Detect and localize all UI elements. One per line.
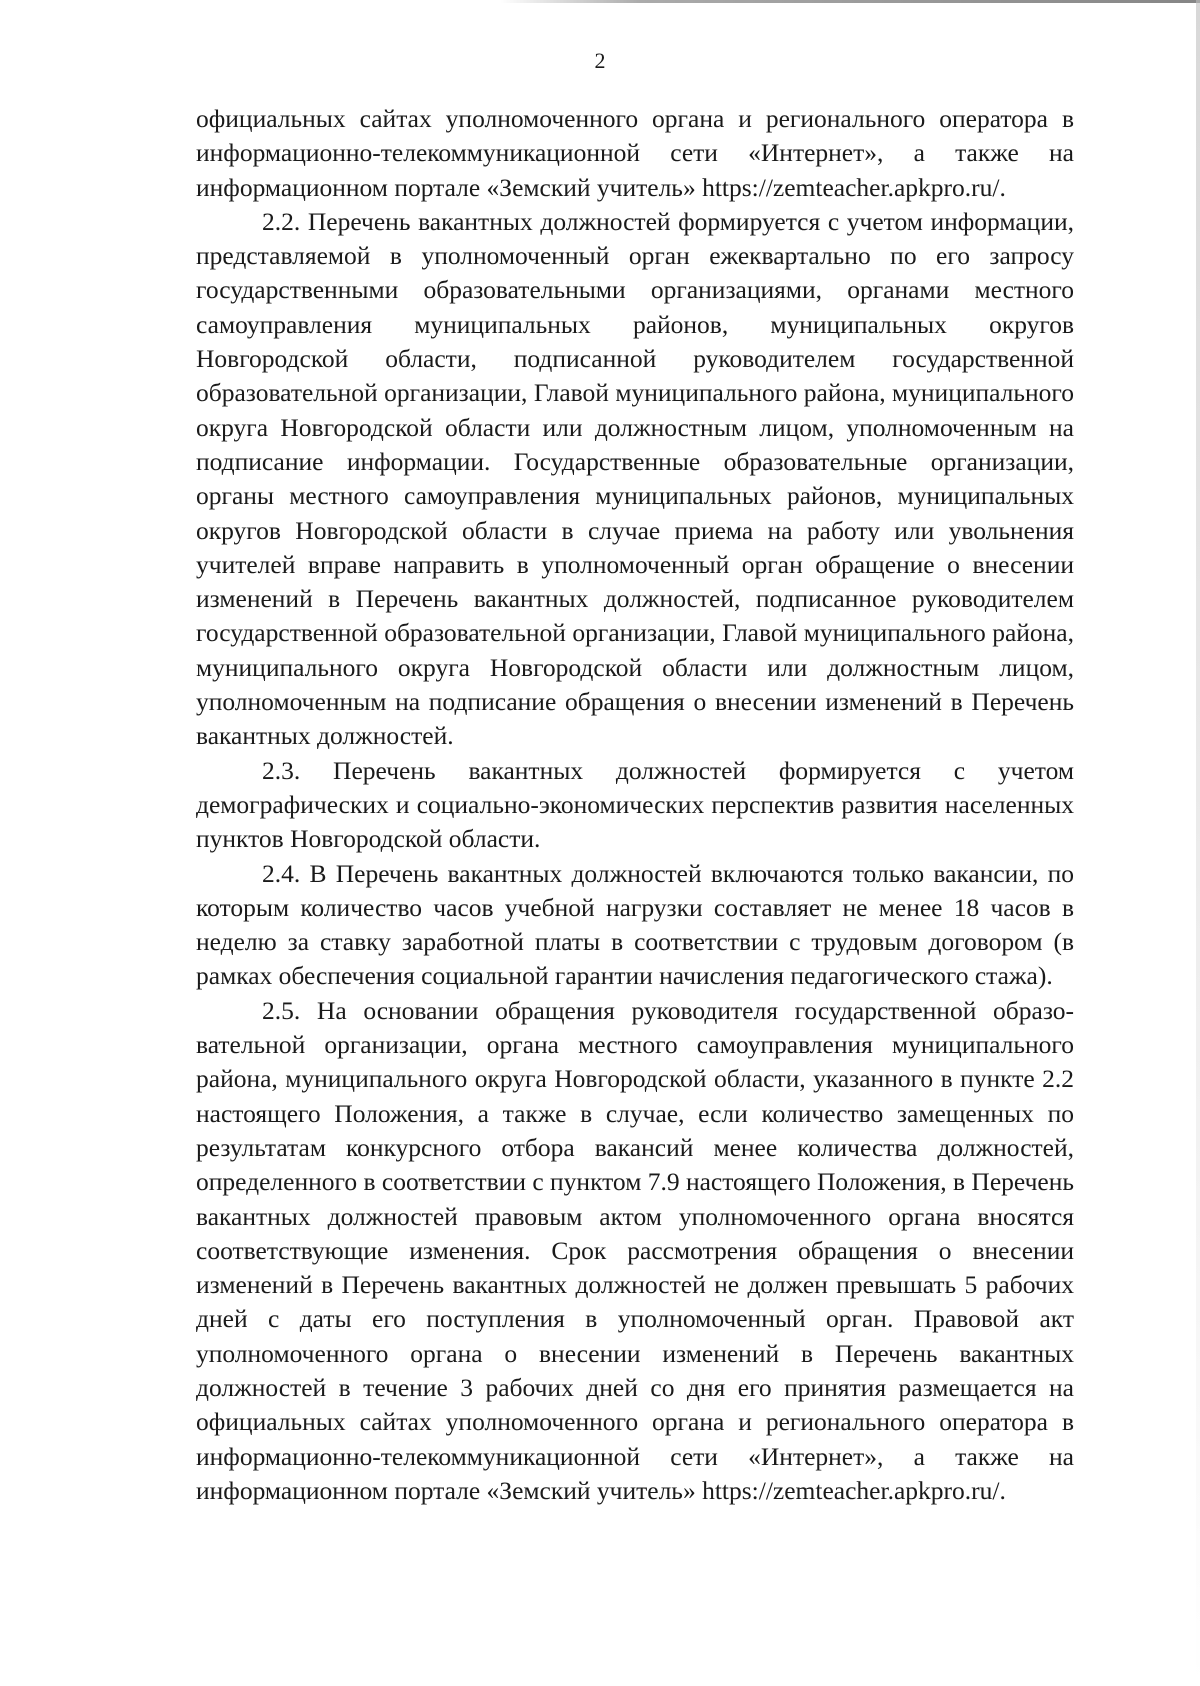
scan-top-edge (500, 0, 1200, 3)
document-body (196, 102, 1074, 1508)
paragraph-2-5: 2.5. На основании обращения руководителя государственной образовательной организации, органа местного самоуправления муниципального района, муниципального округа Новгородской области, указанного в пункте 2.2 настоящего Положения, а также в случае, если количество замещенных по результатам конкурсного отбора вакансий менее количества должностей, определенного в соответствии с пунктом 7.9 настоящего Положения, в Перечень вакантных должностей правовым актом уполномоченного органа вносятся соответствующие изменения. Срок рассмотрения обращения о внесении изменений в Перечень вакантных должностей не должен превышать 5 рабочих дней с даты его поступления в уполномоченный орган. Правовой акт уполномоченного органа о внесении изменений в Перечень вакантных должностей в течение 3 рабочих дней со дня его принятия размещается на официальных сайтах уполномоченного органа и регионального оператора в информационно-телекоммуникационной сети «Интернет», а также на информационном портале «Земский учитель» https://zemteacher.apkpro.ru/. (196, 995, 1074, 1505)
paragraph-continuation: официальных сайтах уполномоченного органа и регионального оператора в информационно-телекоммуникационной сети «Интернет», а также на информационном портале «Земский учитель» https://zemteacher.apkpro.ru/. (196, 104, 1074, 202)
page-number: 2 (594, 48, 606, 73)
paragraph-2-3: 2.3. Перечень вакантных должностей формируется с учетом демографических и социально-экономических перспектив развития населенных пунктов Новгородской области. (196, 755, 1074, 854)
paragraph-2-4: 2.4. В Перечень вакантных должностей включаются только вакансии, по которым количество часов учебной нагрузки составляет не менее 18 часов в неделю за ставку заработной платы в соответствии с трудовым договором (в рамках обеспечения социальной гарантии начисления педагогического стажа). (196, 858, 1074, 991)
scan-right-edge (1196, 0, 1200, 1686)
paragraph-2-2: 2.2. Перечень вакантных должностей формируется с учетом информации, представляемой в уполномоченный орган ежеквартально по его запросу государственными образовательными организациями, органами местного самоуправления муниципальных районов, муниципальных округов Новгородской области, подписанной руководителем государственной образовательной организации, Главой муниципального района, муниципального округа Новгородской области или должностным лицом, уполномоченным на подписание информации. Государственные образовательные организации, органы местного самоуправления муниципальных районов, муниципальных округов Новгородской области в случае приема на работу или увольнения учителей вправе направить в уполномоченный орган обращение о внесении изменений в Перечень вакантных должностей, подписанное руководителем государственной образовательной организации, Главой муниципального района, муниципального округа Новгородской области или должностным лицом, уполномоченным на подписание обращения о внесении изменений в Перечень вакантных должностей. (196, 206, 1074, 751)
